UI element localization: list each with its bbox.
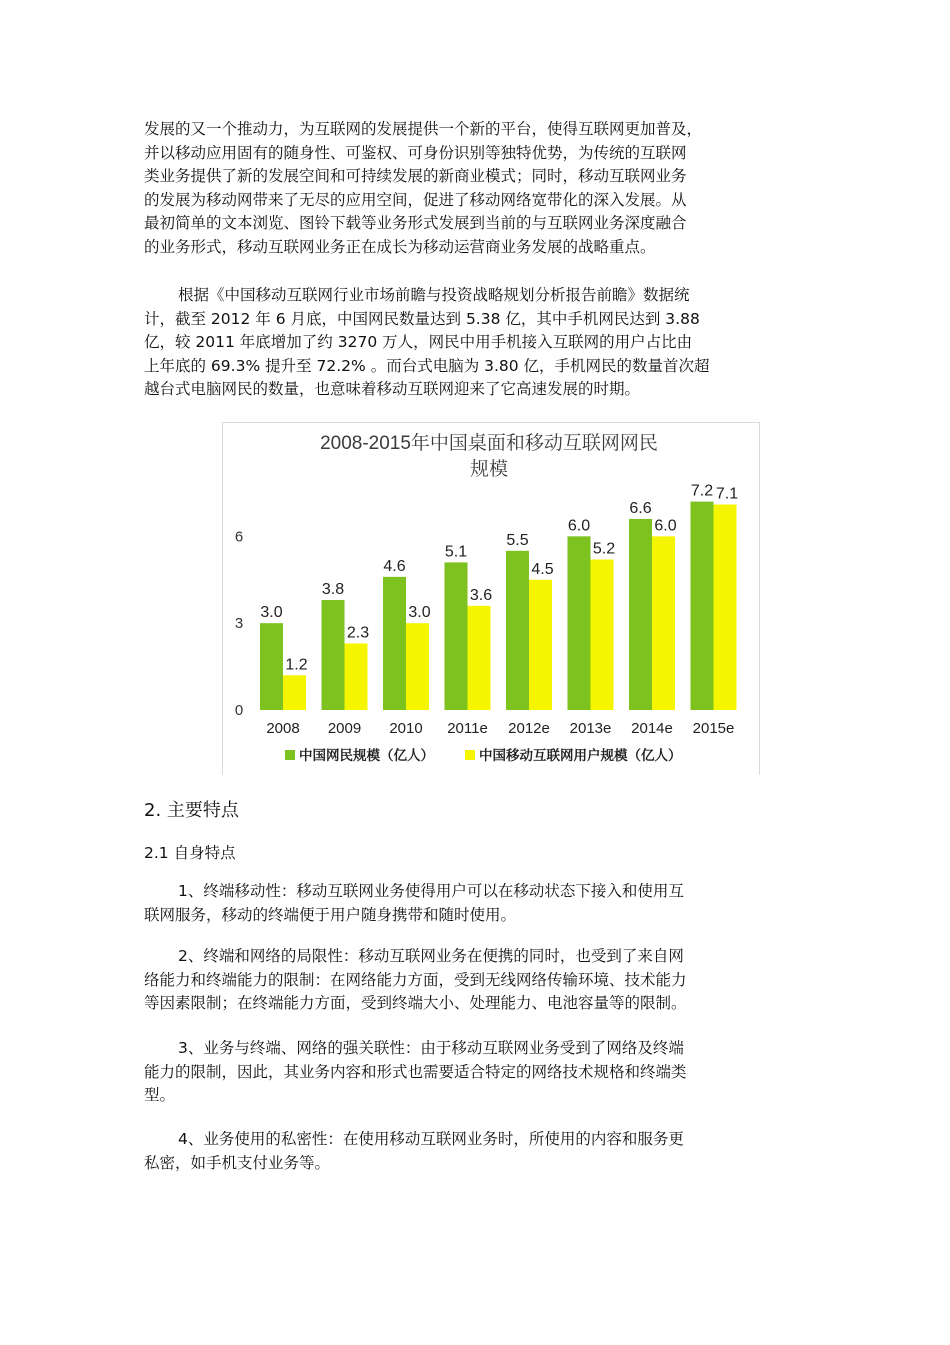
bar-mobile-users [652, 536, 675, 710]
feature-paragraph-2 [144, 945, 808, 1016]
data-label: 7.1 [715, 485, 739, 503]
data-label: 4.6 [383, 557, 406, 575]
text-line: 联网服务，移动的终端便于用户随身携带和随时使用。 [144, 905, 517, 924]
chart-title-line-1: 2008-2015年中国桌面和移动互联网网民 [320, 433, 658, 454]
bar-internet-users [506, 551, 529, 710]
data-label: 5.2 [592, 540, 616, 558]
text-line: 类业务提供了新的发展空间和可持续发展的新商业模式；同时，移动互联网业务 [144, 167, 687, 185]
feature-paragraph-1 [144, 880, 808, 927]
bar-mobile-users [591, 559, 614, 710]
text-line: 并以移动应用固有的随身性、可鉴权、可身份识别等独特优势，为传统的互联网 [144, 143, 687, 162]
data-label: 3.8 [321, 581, 345, 599]
data-label: 3.6 [469, 586, 493, 604]
bar-internet-users [629, 519, 652, 710]
stats-paragraph [144, 284, 808, 402]
bar-chart [223, 423, 759, 775]
legend-label: 中国移动互联网用户规模（亿人） [479, 748, 682, 763]
bar-mobile-users [283, 675, 306, 710]
text-line: 的业务形式，移动互联网业务正在成长为移动运营商业务发展的战略重点。 [144, 237, 656, 256]
text-line: 3、业务与终端、网络的强关联性：由于移动互联网业务受到了网络及终端 [178, 1039, 684, 1057]
data-label: 6.0 [654, 517, 677, 535]
text-line: 亿，较 2011 年底增加了约 3270 万人，网民中用手机接入互联网的用户占比由 [144, 333, 693, 351]
text-line: 最初简单的文本浏览、图铃下载等业务形式发展到当前的与互联网业务深度融合 [144, 214, 687, 232]
x-tick-label: 2012e [508, 720, 550, 737]
bar-mobile-users [529, 580, 552, 710]
bar-internet-users [445, 562, 468, 710]
text-line: 1、终端移动性：移动互联网业务使得用户可以在移动状态下接入和使用互 [178, 882, 684, 900]
x-tick-label: 2009 [327, 720, 362, 737]
legend-swatch [285, 750, 295, 760]
text-line: 根据《中国移动互联网行业市场前瞻与投资战略规划分析报告前瞻》数据统 [178, 286, 690, 304]
text-line: 上年底的 69.3% 提升至 72.2% 。而台式电脑为 3.80 亿，手机网民的数量首次超 [144, 356, 710, 375]
chart-figure [222, 422, 760, 775]
chart-title-line-2: 规模 [469, 459, 509, 480]
x-tick-label: 2014e [631, 720, 673, 737]
text-line: 4、业务使用的私密性：在使用移动互联网业务时，所使用的内容和服务更 [178, 1130, 684, 1148]
section-heading: 2. 主要特点 [144, 800, 239, 821]
legend-swatch [465, 750, 475, 760]
text-line: 私密，如手机支付业务等。 [144, 1153, 331, 1172]
data-label: 3.0 [408, 604, 431, 622]
data-label: 3.0 [260, 604, 283, 622]
x-tick-label: 2010 [389, 720, 423, 737]
text-line: 计，截至 2012 年 6 月底，中国网民数量达到 5.38 亿，其中手机网民达到 3.88 [144, 309, 700, 328]
data-label: 6.0 [567, 517, 591, 535]
bar-mobile-users [468, 606, 491, 710]
x-tick-label: 2015e [692, 720, 735, 737]
text-line: 的发展为移动网带来了无尽的应用空间，促进了移动网络宽带化的深入发展。从 [144, 190, 687, 209]
data-label: 4.5 [531, 560, 554, 578]
subsection-heading: 2.1 自身特点 [144, 844, 236, 862]
text-line: 型。 [144, 1086, 176, 1104]
x-tick-label: 2008 [266, 720, 300, 737]
text-line: 络能力和终端能力的限制：在网络能力方面，受到无线网络传输环境、技术能力 [144, 970, 687, 989]
data-label: 1.2 [285, 656, 308, 674]
text-line: 越台式电脑网民的数量，也意味着移动互联网迎来了它高速发展的时期。 [144, 380, 641, 398]
bar-internet-users [383, 577, 406, 710]
bar-internet-users [260, 623, 283, 710]
y-tick-label: 6 [234, 528, 244, 546]
legend-label: 中国网民规模（亿人） [299, 748, 434, 763]
text-line: 等因素限制；在终端能力方面，受到终端大小、处理能力、电池容量等的限制。 [144, 994, 687, 1012]
data-label: 6.6 [629, 499, 652, 517]
bar-internet-users [322, 600, 345, 710]
y-tick-label: 0 [234, 702, 244, 719]
feature-paragraph-4 [144, 1128, 808, 1175]
bar-mobile-users [406, 623, 429, 710]
bar-mobile-users [714, 505, 737, 710]
bar-internet-users [568, 536, 591, 710]
text-line: 能力的限制，因此，其业务内容和形式也需要适合特定的网络技术规格和终端类 [144, 1062, 687, 1081]
feature-paragraph-3 [144, 1037, 808, 1108]
data-label: 5.1 [444, 543, 468, 561]
x-tick-label: 2011e [447, 720, 488, 737]
data-label: 2.3 [346, 624, 370, 642]
data-label: 7.2 [690, 482, 714, 500]
x-tick-label: 2013e [569, 720, 612, 737]
bar-mobile-users [345, 643, 368, 710]
y-tick-label: 3 [234, 615, 244, 633]
text-line: 2、终端和网络的局限性：移动互联网业务在便携的同时，也受到了来自网 [178, 947, 684, 965]
data-label: 5.5 [506, 531, 529, 549]
bar-internet-users [691, 502, 714, 710]
intro-paragraph [144, 118, 808, 259]
text-line: 发展的又一个推动力，为互联网的发展提供一个新的平台，使得互联网更加普及， [144, 120, 703, 138]
